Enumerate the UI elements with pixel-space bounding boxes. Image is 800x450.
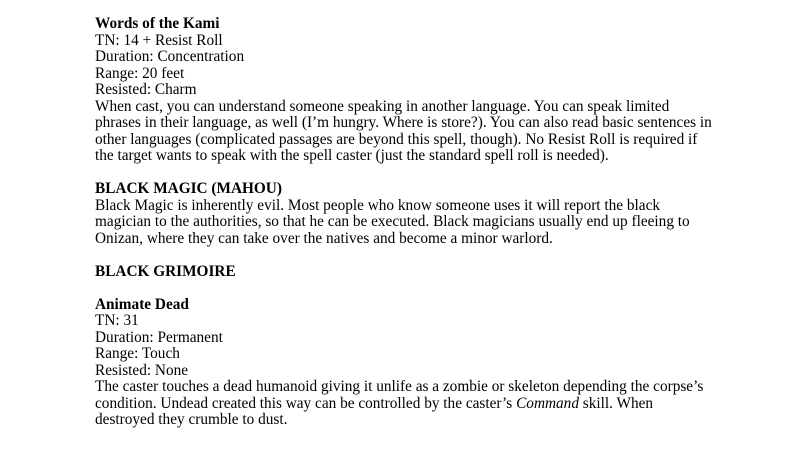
description-text: skill. When destroyed they crumble to dust. <box>95 394 654 428</box>
spell-description <box>95 379 715 429</box>
spell-range: Range: 20 feet <box>95 64 185 82</box>
spell-description: When cast, you can understand someone speaking in another language. You can speak limited phrases in their language, as well (I’m hungry. Where is store?). You can also read basic sentences in other languages (complicated passages are beyond this spell, though). No Resist Roll is required if the target wants to speak with the spell caster (just the standard spell roll is needed). <box>95 97 712 164</box>
spell-range: Range: Touch <box>95 345 180 362</box>
spell-duration: Duration: Concentration <box>95 48 245 65</box>
document-body <box>95 16 715 429</box>
spell-resisted: Resisted: None <box>95 361 189 379</box>
spacer <box>95 165 715 182</box>
description-text: The caster touches a dead humanoid giving it unlife as a zombie or skeleton depending the corpse’s condition. Undead created this way can be controlled by the caster’s <box>95 378 704 412</box>
spell-tn: TN: 31 <box>95 312 139 329</box>
section-paragraph-black-magic: Black Magic is inherently evil. Most people who know someone uses it will report the black magician to the authorities, so that he can be executed. Black magicians usually end up fleeing to Onizan, where they can take over the natives and become a minor warlord. <box>95 196 690 247</box>
spacer <box>95 247 715 264</box>
spell-duration: Duration: Permanent <box>95 328 223 346</box>
skill-name-command: Command <box>516 394 579 412</box>
section-heading-black-magic: BLACK MAGIC (MAHOU) <box>95 180 282 197</box>
spell-title-animate-dead: Animate Dead <box>95 295 189 313</box>
spell-resisted: Resisted: Charm <box>95 81 197 98</box>
spell-title-words-of-the-kami: Words of the Kami <box>95 15 220 32</box>
section-heading-black-grimoire: BLACK GRIMOIRE <box>95 262 236 280</box>
spell-tn: TN: 14 + Resist Roll <box>95 31 223 49</box>
spacer <box>95 280 715 297</box>
